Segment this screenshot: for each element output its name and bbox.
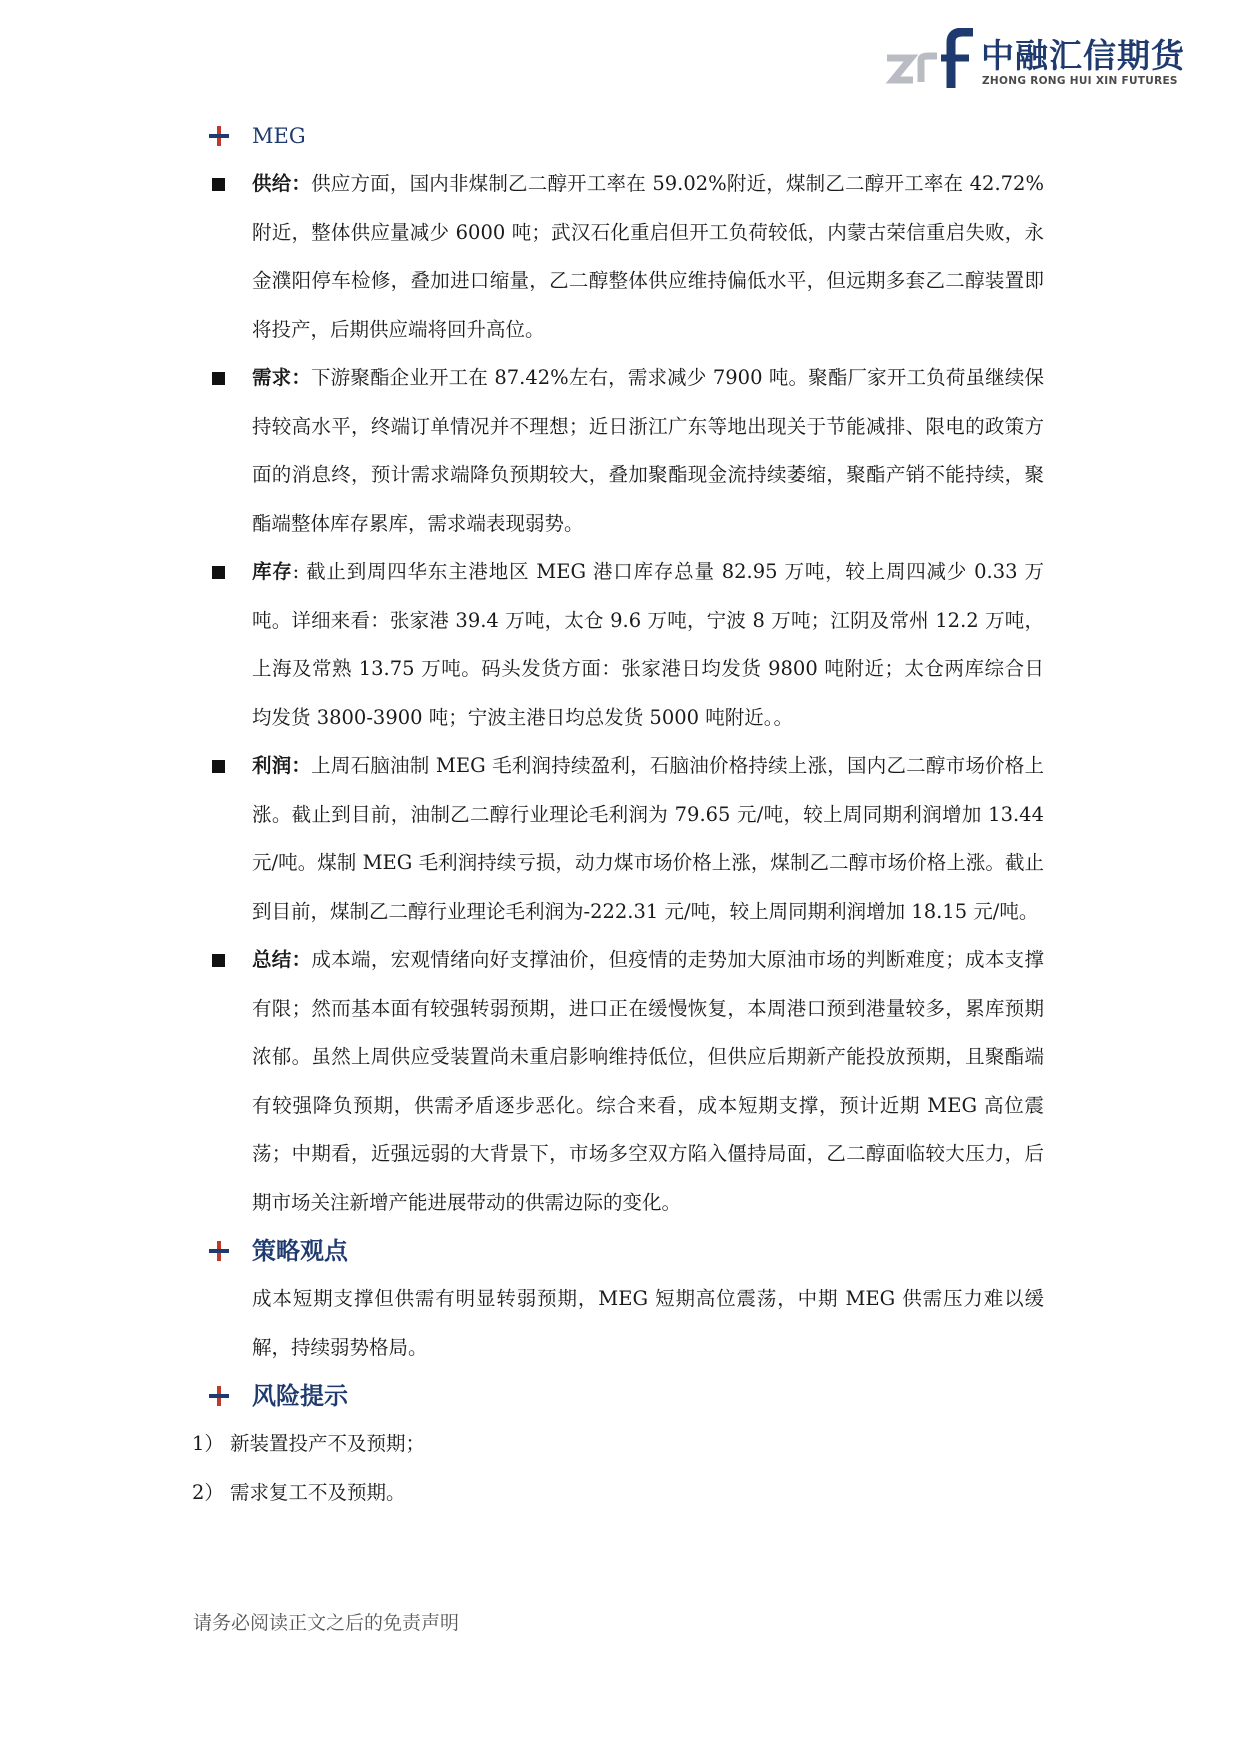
inventory-paragraph: [210, 548, 1044, 742]
section-heading-meg: [210, 112, 1044, 160]
strategy-paragraph: [210, 1275, 1044, 1372]
section-heading-risk: [210, 1372, 1044, 1420]
square-bullet-icon: [212, 372, 225, 385]
demand-label: 需求：: [252, 366, 311, 389]
summary-label: 总结：: [252, 948, 312, 971]
list-item-number: 2）: [192, 1480, 224, 1504]
list-item-text: 新装置投产不及预期；: [230, 1432, 426, 1455]
profit-label: 利润：: [252, 754, 312, 777]
zrf-logo-icon: [885, 28, 977, 92]
report-content: [192, 112, 1044, 1517]
logo-chinese-name: 中融汇信期货: [981, 36, 1185, 75]
list-item-number: 1）: [192, 1432, 224, 1455]
heading-bullet-icon: [208, 1240, 230, 1262]
profit-text: 上周石脑油制 MEG 毛利润持续盈利，石脑油价格持续上涨，国内乙二醇市场价格上涨。截止到目前，油制乙二醇行业理论毛利润为 79.65 元/吨，较上周同期利润增加 13.44 元/吨。煤制 MEG 毛利润持续亏损，动力煤市场价格上涨，煤制乙二醇市场价格上涨。截止到目前，煤制乙二醇行业理论毛利润为-222.31 元/吨，较上周同期利润增加 18.15 元/吨。: [252, 754, 1044, 923]
profit-paragraph: [210, 742, 1044, 936]
inventory-label: 库存: [252, 560, 293, 583]
summary-paragraph: [210, 936, 1044, 1227]
list-item: [192, 1469, 1044, 1518]
risk-list: [192, 1420, 1044, 1517]
square-bullet-icon: [212, 760, 225, 773]
heading-text: MEG: [252, 124, 306, 148]
supply-text: 供应方面，国内非煤制乙二醇开工率在 59.02%附近，煤制乙二醇开工率在 42.72%附近，整体供应量减少 6000 吨；武汉石化重启但开工负荷较低，内蒙古荣信重启失败，永金濮阳停车检修，叠加进口缩量，乙二醇整体供应维持偏低水平，但远期多套乙二醇装置即将投产，后期供应端将回升高位。: [252, 172, 1044, 341]
square-bullet-icon: [212, 178, 225, 191]
section-heading-strategy: [210, 1227, 1044, 1275]
heading-bullet-icon: [208, 1385, 230, 1407]
disclaimer-footer: 请务必阅读正文之后的免责声明: [193, 1612, 460, 1634]
strategy-text: 成本短期支撑但供需有明显转弱预期，MEG 短期高位震荡，中期 MEG 供需压力难以缓解，持续弱势格局。: [252, 1287, 1044, 1359]
square-bullet-icon: [212, 566, 225, 579]
heading-text: 风险提示: [252, 1382, 348, 1410]
heading-bullet-icon: [208, 125, 230, 147]
inventory-text: : 截止到周四华东主港地区 MEG 港口库存总量 82.95 万吨，较上周四减少 0.33 万吨。详细来看：张家港 39.4 万吨，太仓 9.6 万吨，宁波 8 万吨；江阴及常州 12.2 万吨，上海及常熟 13.75 万吨。码头发货方面：张家港日均发货 9800 吨附近；太仓两库综合日均发货 3800-3900 吨；宁波主港日均总发货 5000 吨附近。。: [252, 560, 1044, 729]
logo-english-name: ZHONG RONG HUI XIN FUTURES: [982, 75, 1178, 87]
demand-text: 下游聚酯企业开工在 87.42%左右，需求减少 7900 吨。聚酯厂家开工负荷虽继续保持较高水平，终端订单情况并不理想；近日浙江广东等地出现关于节能减排、限电的政策方面的消息终，预计需求端降负预期较大，叠加聚酯现金流持续萎缩，聚酯产销不能持续，聚酯端整体库存累库，需求端表现弱势。: [252, 366, 1044, 535]
square-bullet-icon: [212, 954, 225, 967]
demand-paragraph: [210, 354, 1044, 548]
list-item: [192, 1420, 1044, 1469]
heading-text: 策略观点: [252, 1237, 348, 1265]
summary-text: 成本端，宏观情绪向好支撑油价，但疫情的走势加大原油市场的判断难度；成本支撑有限；然而基本面有较强转弱预期，进口正在缓慢恢复，本周港口预到港量较多，累库预期浓郁。虽然上周供应受装置尚未重启影响维持低位，但供应后期新产能投放预期，且聚酯端有较强降负预期，供需矛盾逐步恶化。综合来看，成本短期支撑，预计近期 MEG 高位震荡；中期看，近强远弱的大背景下，市场多空双方陷入僵持局面，乙二醇面临较大压力，后期市场关注新增产能进展带动的供需边际的变化。: [252, 948, 1044, 1214]
company-logo: [885, 28, 1185, 98]
supply-paragraph: [210, 160, 1044, 354]
supply-label: 供给：: [252, 172, 312, 195]
list-item-text: 需求复工不及预期。: [230, 1480, 406, 1504]
